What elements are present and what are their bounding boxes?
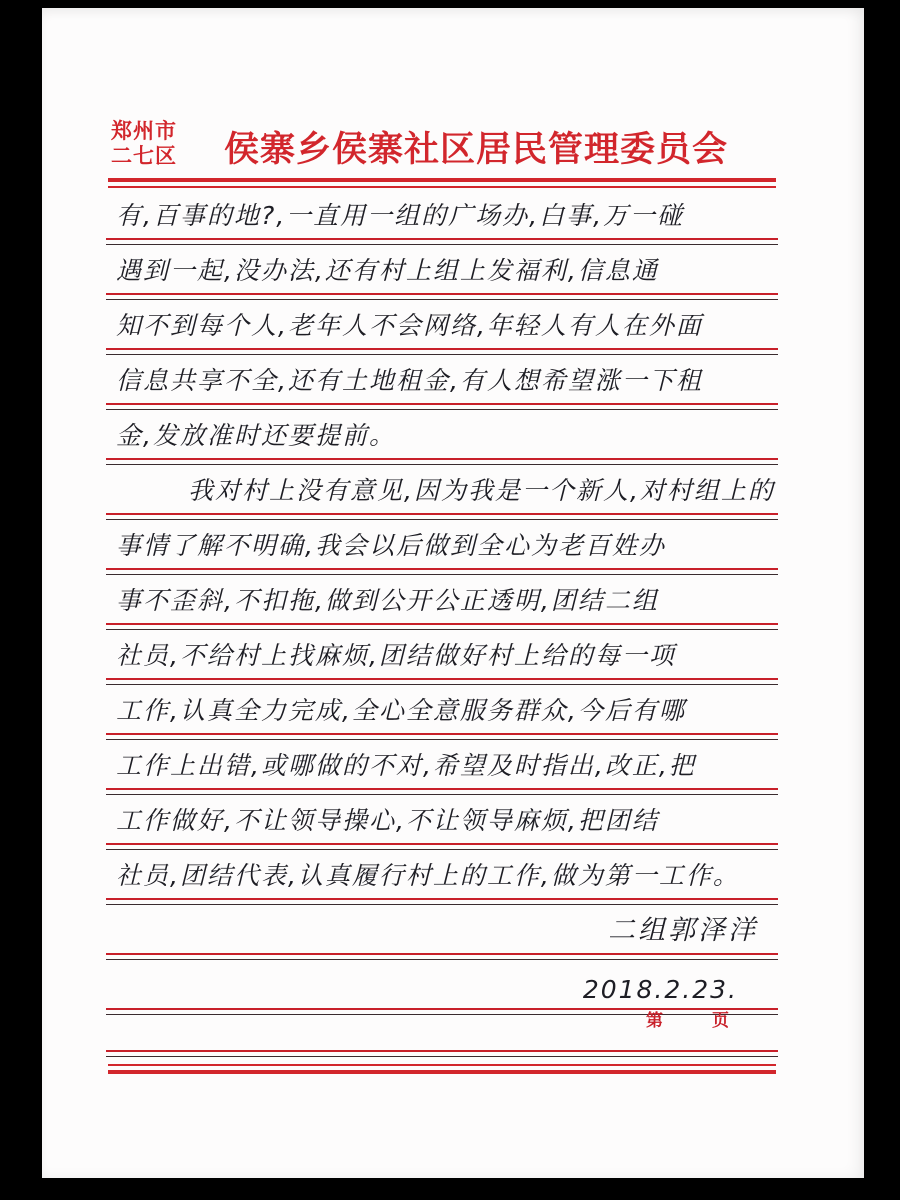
writing-line: [106, 740, 778, 790]
header-rule-thin: [108, 186, 776, 188]
handwritten-line: 工作,认真全力完成,全心全意服务群众,今后有哪: [116, 696, 686, 725]
district-line-1: 郑州市: [111, 118, 177, 143]
writing-line: [106, 300, 778, 350]
organization-name: 侯寨乡侯寨社区居民管理委员会: [224, 129, 729, 170]
footer-rule-thin: [108, 1064, 776, 1066]
writing-line: [106, 630, 778, 680]
letter-date: 2018.2.23.: [582, 975, 738, 1004]
handwritten-line: 知不到每个人,老年人不会网络,年轻人有人在外面: [116, 311, 703, 340]
handwritten-line: 事不歪斜,不扣拖,做到公开公正透明,团结二组: [116, 586, 659, 615]
handwritten-line: 社员,不给村上找麻烦,团结做好村上给的每一项: [116, 641, 676, 670]
page-number-suffix: 页: [712, 1011, 729, 1031]
writing-line: [106, 520, 778, 570]
handwritten-line: 金,发放准时还要提前。: [116, 421, 396, 450]
writing-line: [106, 245, 778, 295]
writing-line: [106, 960, 778, 1010]
writing-line: [106, 1008, 778, 1052]
footer-rule-thick: [108, 1070, 776, 1074]
handwritten-line: 遇到一起,没办法,还有村上组上发福利,信息通: [116, 256, 659, 285]
writing-line: [106, 850, 778, 900]
district-label: [104, 118, 184, 168]
writing-line: [106, 795, 778, 845]
signature: 二组郭泽洋: [608, 915, 758, 946]
handwritten-line: 有,百事的地?,一直用一组的广场办,白事,万一碰: [116, 201, 685, 230]
header-rule-thick: [108, 178, 776, 182]
writing-line: [106, 465, 778, 515]
district-line-2: 二七区: [111, 143, 177, 168]
page-number-label: 第: [646, 1011, 663, 1031]
handwritten-line: 社员,团结代表,认真履行村上的工作,做为第一工作。: [116, 861, 740, 890]
writing-line: [106, 190, 778, 240]
writing-line: [106, 905, 778, 955]
writing-line: [106, 685, 778, 735]
handwritten-line: 工作上出错,或哪做的不对,希望及时指出,改正,把: [116, 751, 696, 780]
handwritten-line: 事情了解不明确,我会以后做到全心为老百姓办: [116, 531, 666, 560]
writing-line: [106, 355, 778, 405]
writing-line: [106, 575, 778, 625]
handwritten-line: 我对村上没有意见,因为我是一个新人,对村组上的: [188, 476, 775, 505]
writing-line: [106, 410, 778, 460]
handwritten-line: 工作做好,不让领导操心,不让领导麻烦,把团结: [116, 806, 659, 835]
letterhead: [104, 118, 764, 178]
handwritten-line: 信息共享不全,还有土地租金,有人想希望涨一下租: [116, 366, 703, 395]
